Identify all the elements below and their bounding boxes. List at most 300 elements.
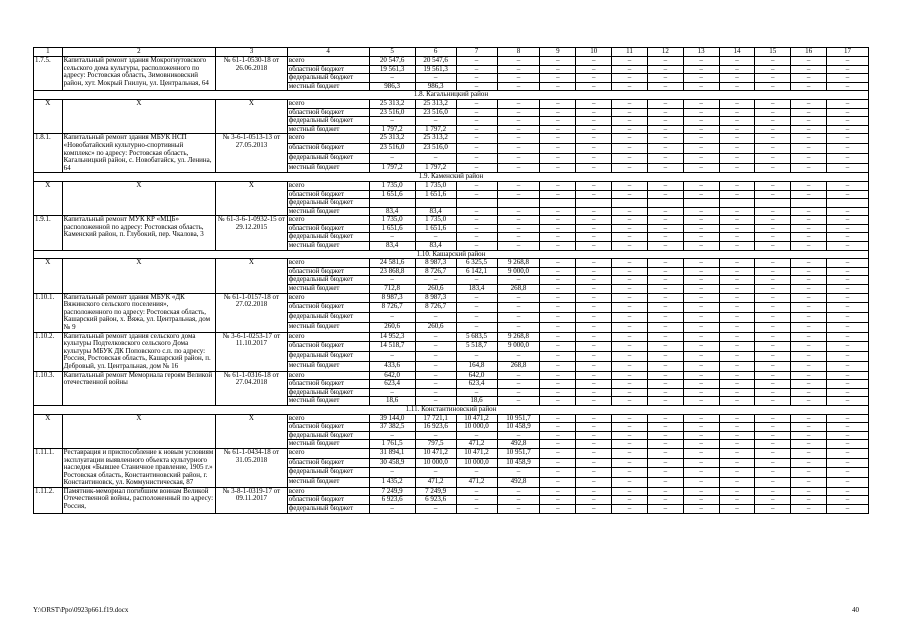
amount-cell: –: [826, 99, 868, 108]
amount-cell: –: [826, 144, 868, 154]
amount-cell: 712,8: [369, 285, 415, 294]
amount-cell: –: [497, 242, 540, 251]
amount-cell: –: [415, 380, 456, 389]
amount-cell: 10 951,7: [497, 414, 540, 423]
amount-cell: –: [612, 117, 648, 126]
funding-source: областной бюджет: [287, 423, 369, 432]
amount-cell: –: [497, 313, 540, 323]
amount-cell: –: [576, 487, 612, 496]
amount-cell: –: [719, 65, 755, 74]
amount-cell: –: [369, 431, 415, 440]
amount-cell: –: [791, 380, 827, 389]
amount-cell: –: [826, 134, 868, 144]
amount-cell: –: [826, 108, 868, 117]
amount-cell: –: [497, 431, 540, 440]
object-name: X: [62, 99, 215, 133]
amount-cell: –: [719, 190, 755, 199]
amount-cell: 986,3: [369, 82, 415, 91]
amount-cell: –: [497, 352, 540, 362]
amount-cell: –: [497, 99, 540, 108]
amount-cell: –: [540, 153, 576, 163]
amount-cell: –: [755, 285, 791, 294]
object-name: Реставрация и приспособление к новым условиям эксплуатации выявленного объекта культурного наследия «Бывшее Станичное правление, 1905 г.» Ростовская область, Константиновский район, г. Константиновск, ул. Коммунистическая, 87: [62, 448, 215, 487]
amount-cell: 8 726,7: [369, 303, 415, 313]
amount-cell: –: [791, 414, 827, 423]
amount-cell: 9 000,0: [497, 267, 540, 276]
amount-cell: –: [826, 487, 868, 496]
funding-source: областной бюджет: [287, 303, 369, 313]
document-number: № 61-3-6-1-0932-15 от 29.12.2015: [216, 216, 288, 250]
funding-source: областной бюджет: [287, 380, 369, 389]
amount-cell: 24 581,6: [369, 259, 415, 268]
funding-source: всего: [287, 134, 369, 144]
amount-cell: –: [576, 99, 612, 108]
amount-cell: –: [540, 207, 576, 216]
amount-cell: –: [497, 276, 540, 285]
amount-cell: 260,6: [415, 322, 456, 332]
amount-cell: 623,4: [369, 380, 415, 389]
item-code: X: [34, 414, 63, 448]
amount-cell: 1 651,6: [369, 224, 415, 233]
amount-cell: –: [456, 276, 497, 285]
funding-source: местный бюджет: [287, 478, 369, 488]
amount-cell: –: [456, 144, 497, 154]
amount-cell: 260,6: [369, 322, 415, 332]
amount-cell: –: [456, 190, 497, 199]
amount-cell: –: [791, 134, 827, 144]
amount-cell: –: [647, 431, 683, 440]
amount-cell: –: [683, 458, 719, 468]
amount-cell: –: [647, 57, 683, 66]
amount-cell: –: [755, 487, 791, 496]
amount-cell: –: [612, 397, 648, 406]
item-code: 1.7.5.: [34, 57, 63, 91]
amount-cell: –: [719, 117, 755, 126]
amount-cell: –: [415, 153, 456, 163]
amount-cell: –: [497, 233, 540, 242]
amount-cell: –: [647, 361, 683, 371]
amount-cell: –: [647, 224, 683, 233]
amount-cell: –: [456, 163, 497, 173]
amount-cell: –: [826, 125, 868, 134]
funding-source: местный бюджет: [287, 163, 369, 173]
amount-cell: –: [647, 423, 683, 432]
amount-cell: 6 142,1: [456, 267, 497, 276]
amount-cell: –: [719, 505, 755, 514]
amount-cell: –: [456, 117, 497, 126]
amount-cell: –: [576, 190, 612, 199]
district-total-row: [34, 414, 869, 423]
column-number-cell: 14: [719, 48, 755, 57]
amount-cell: –: [791, 233, 827, 242]
amount-cell: –: [683, 322, 719, 332]
amount-cell: –: [791, 259, 827, 268]
amount-cell: –: [540, 57, 576, 66]
amount-cell: –: [456, 82, 497, 91]
document-number: № 3-6-1-0253-17 от 11.10.2017: [216, 332, 288, 371]
amount-cell: –: [456, 65, 497, 74]
amount-cell: –: [647, 153, 683, 163]
object-name: Капитальный ремонт Мемориала героям Великой отечественной войны: [62, 371, 215, 405]
amount-cell: –: [755, 99, 791, 108]
amount-cell: –: [576, 144, 612, 154]
amount-cell: –: [576, 478, 612, 488]
amount-cell: –: [791, 99, 827, 108]
amount-cell: –: [755, 117, 791, 126]
amount-cell: –: [456, 153, 497, 163]
amount-cell: –: [576, 74, 612, 83]
amount-cell: –: [683, 276, 719, 285]
amount-cell: –: [456, 388, 497, 397]
object-name: X: [62, 181, 215, 215]
header-row: [34, 48, 869, 57]
amount-cell: –: [576, 216, 612, 225]
amount-cell: –: [826, 74, 868, 83]
amount-cell: 7 249,9: [415, 487, 456, 496]
amount-cell: –: [755, 153, 791, 163]
amount-cell: –: [683, 224, 719, 233]
amount-cell: –: [719, 380, 755, 389]
amount-cell: –: [826, 397, 868, 406]
amount-cell: –: [719, 496, 755, 505]
object-name: Капитальный ремонт здания МБУК «ДК Вяжинского сельского поселения», расположенного по адресу: Ростовская область, Кашарский район, х. Вяжа, ул. Центральная, дом № 9: [62, 293, 215, 332]
amount-cell: –: [497, 293, 540, 303]
amount-cell: –: [755, 414, 791, 423]
amount-cell: –: [612, 207, 648, 216]
amount-cell: –: [456, 313, 497, 323]
amount-cell: –: [791, 332, 827, 342]
funding-source: областной бюджет: [287, 496, 369, 505]
item-code: X: [34, 99, 63, 133]
amount-cell: 20 547,6: [415, 57, 456, 66]
amount-cell: –: [576, 322, 612, 332]
footer-file-path: Y:\ORST\Ppo\0923p661.f19.docx: [33, 606, 129, 614]
funding-source: областной бюджет: [287, 108, 369, 117]
amount-cell: –: [683, 440, 719, 449]
amount-cell: –: [369, 276, 415, 285]
amount-cell: –: [647, 293, 683, 303]
amount-cell: –: [647, 440, 683, 449]
object-name: Капитальный ремонт МУК КР «МЦБ» расположенной по адресу: Ростовская область, Каменский район, п. Глубокий, пер. Чкалова, 3: [62, 216, 215, 250]
amount-cell: –: [456, 224, 497, 233]
amount-cell: 268,8: [497, 285, 540, 294]
document-number: № 61-1-0434-18 от 31.05.2018: [216, 448, 288, 487]
amount-cell: 19 561,3: [369, 65, 415, 74]
amount-cell: –: [647, 117, 683, 126]
amount-cell: –: [826, 496, 868, 505]
amount-cell: –: [647, 487, 683, 496]
amount-cell: –: [415, 468, 456, 478]
amount-cell: 10 458,9: [497, 423, 540, 432]
amount-cell: –: [576, 163, 612, 173]
amount-cell: –: [612, 57, 648, 66]
amount-cell: –: [576, 423, 612, 432]
amount-cell: –: [719, 468, 755, 478]
amount-cell: –: [456, 108, 497, 117]
amount-cell: –: [415, 397, 456, 406]
amount-cell: –: [369, 388, 415, 397]
funding-source: федеральный бюджет: [287, 233, 369, 242]
amount-cell: –: [755, 380, 791, 389]
amount-cell: –: [719, 342, 755, 352]
section-title: 1.11. Константиновский район: [34, 405, 869, 414]
amount-cell: –: [497, 224, 540, 233]
amount-cell: –: [576, 468, 612, 478]
object-name: Капитальный ремонт здания сельского дома культуры Подтелковского сельского Дома культуры МБУК ДК Поповского с.п. по адресу: Россия, Ростовская область, Кашарский район, п. Дебровый, ул. Центральная, дом № 16: [62, 332, 215, 371]
amount-cell: –: [683, 99, 719, 108]
document-number: № 61-1-0157-18 от 27.02.2018: [216, 293, 288, 332]
amount-cell: –: [683, 448, 719, 458]
amount-cell: 5 518,7: [456, 342, 497, 352]
section-row: [34, 405, 869, 414]
document-number: № 3-6-1-0513-13 от 27.05.2013: [216, 134, 288, 173]
amount-cell: –: [791, 153, 827, 163]
amount-cell: –: [612, 216, 648, 225]
amount-cell: –: [540, 414, 576, 423]
amount-cell: 260,6: [415, 285, 456, 294]
amount-cell: –: [826, 313, 868, 323]
item-code: 1.11.2.: [34, 487, 63, 513]
amount-cell: –: [612, 276, 648, 285]
amount-cell: –: [369, 313, 415, 323]
amount-cell: 14 952,3: [369, 332, 415, 342]
amount-cell: –: [497, 57, 540, 66]
amount-cell: –: [540, 125, 576, 134]
amount-cell: –: [826, 303, 868, 313]
amount-cell: –: [647, 352, 683, 362]
amount-cell: –: [612, 242, 648, 251]
amount-cell: –: [497, 303, 540, 313]
amount-cell: –: [719, 134, 755, 144]
amount-cell: –: [369, 117, 415, 126]
column-number-cell: 10: [576, 48, 612, 57]
amount-cell: 1 797,2: [415, 163, 456, 173]
amount-cell: –: [647, 397, 683, 406]
amount-cell: –: [647, 259, 683, 268]
amount-cell: –: [826, 267, 868, 276]
amount-cell: –: [456, 242, 497, 251]
district-total-row: [34, 99, 869, 108]
amount-cell: –: [576, 65, 612, 74]
amount-cell: –: [755, 388, 791, 397]
amount-cell: –: [647, 163, 683, 173]
amount-cell: –: [683, 388, 719, 397]
amount-cell: –: [683, 233, 719, 242]
amount-cell: –: [456, 303, 497, 313]
amount-cell: –: [683, 108, 719, 117]
column-number-cell: 6: [415, 48, 456, 57]
funding-source: местный бюджет: [287, 397, 369, 406]
amount-cell: –: [540, 117, 576, 126]
amount-cell: –: [612, 293, 648, 303]
item-code: 1.10.2.: [34, 332, 63, 371]
amount-cell: –: [791, 242, 827, 251]
amount-cell: –: [456, 216, 497, 225]
amount-cell: –: [576, 267, 612, 276]
amount-cell: –: [612, 233, 648, 242]
object-row: [34, 57, 869, 66]
column-number-cell: 15: [755, 48, 791, 57]
amount-cell: –: [755, 233, 791, 242]
object-row: [34, 487, 869, 496]
amount-cell: 471,2: [415, 478, 456, 488]
amount-cell: –: [540, 303, 576, 313]
funding-source: федеральный бюджет: [287, 468, 369, 478]
amount-cell: 6 325,5: [456, 259, 497, 268]
amount-cell: 10 951,7: [497, 448, 540, 458]
amount-cell: –: [647, 322, 683, 332]
amount-cell: 8 987,3: [415, 293, 456, 303]
amount-cell: 39 144,0: [369, 414, 415, 423]
amount-cell: –: [576, 233, 612, 242]
amount-cell: –: [540, 224, 576, 233]
amount-cell: –: [826, 233, 868, 242]
amount-cell: –: [719, 207, 755, 216]
amount-cell: –: [540, 352, 576, 362]
amount-cell: –: [497, 108, 540, 117]
column-number-cell: 3: [216, 48, 288, 57]
amount-cell: –: [826, 468, 868, 478]
amount-cell: –: [369, 468, 415, 478]
amount-cell: –: [719, 57, 755, 66]
amount-cell: –: [755, 431, 791, 440]
amount-cell: –: [755, 423, 791, 432]
amount-cell: –: [791, 293, 827, 303]
amount-cell: –: [755, 267, 791, 276]
section-title: 1.8. Кагальницкий район: [34, 91, 869, 100]
amount-cell: –: [612, 414, 648, 423]
amount-cell: –: [719, 242, 755, 251]
amount-cell: –: [647, 144, 683, 154]
amount-cell: –: [540, 361, 576, 371]
funding-source: областной бюджет: [287, 144, 369, 154]
amount-cell: –: [791, 65, 827, 74]
amount-cell: –: [612, 448, 648, 458]
amount-cell: –: [683, 332, 719, 342]
amount-cell: –: [719, 285, 755, 294]
amount-cell: –: [612, 144, 648, 154]
amount-cell: –: [826, 242, 868, 251]
amount-cell: –: [755, 181, 791, 190]
amount-cell: –: [755, 74, 791, 83]
amount-cell: –: [540, 134, 576, 144]
amount-cell: –: [755, 125, 791, 134]
amount-cell: –: [647, 233, 683, 242]
amount-cell: –: [826, 285, 868, 294]
amount-cell: –: [576, 125, 612, 134]
amount-cell: 9 268,8: [497, 259, 540, 268]
amount-cell: –: [540, 259, 576, 268]
amount-cell: 1 435,2: [369, 478, 415, 488]
amount-cell: –: [683, 259, 719, 268]
amount-cell: –: [576, 82, 612, 91]
amount-cell: –: [826, 117, 868, 126]
amount-cell: –: [540, 108, 576, 117]
amount-cell: –: [826, 163, 868, 173]
funding-source: местный бюджет: [287, 125, 369, 134]
amount-cell: –: [647, 285, 683, 294]
amount-cell: –: [755, 352, 791, 362]
amount-cell: –: [755, 342, 791, 352]
district-total-row: [34, 259, 869, 268]
amount-cell: –: [791, 224, 827, 233]
document-number: № 61-1-0530-18 от 26.06.2018: [216, 57, 288, 91]
amount-cell: –: [826, 259, 868, 268]
funding-source: всего: [287, 216, 369, 225]
amount-cell: –: [755, 478, 791, 488]
amount-cell: –: [683, 153, 719, 163]
amount-cell: –: [683, 57, 719, 66]
object-row: [34, 293, 869, 303]
amount-cell: –: [576, 458, 612, 468]
amount-cell: –: [612, 267, 648, 276]
amount-cell: –: [369, 74, 415, 83]
amount-cell: –: [791, 144, 827, 154]
item-code: 1.8.1.: [34, 134, 63, 173]
amount-cell: –: [683, 207, 719, 216]
amount-cell: –: [791, 74, 827, 83]
amount-cell: –: [826, 190, 868, 199]
funding-source: областной бюджет: [287, 458, 369, 468]
amount-cell: –: [826, 57, 868, 66]
amount-cell: –: [719, 322, 755, 332]
item-code: X: [34, 259, 63, 293]
budget-table: [33, 47, 869, 514]
amount-cell: –: [826, 82, 868, 91]
amount-cell: –: [647, 371, 683, 380]
amount-cell: –: [576, 414, 612, 423]
amount-cell: –: [612, 431, 648, 440]
amount-cell: –: [791, 163, 827, 173]
amount-cell: –: [719, 431, 755, 440]
column-number-cell: 4: [287, 48, 369, 57]
amount-cell: –: [576, 153, 612, 163]
amount-cell: –: [612, 371, 648, 380]
amount-cell: –: [719, 458, 755, 468]
amount-cell: 16 923,6: [415, 423, 456, 432]
amount-cell: 433,6: [369, 361, 415, 371]
amount-cell: –: [612, 153, 648, 163]
object-name: X: [62, 414, 215, 448]
amount-cell: –: [540, 448, 576, 458]
amount-cell: –: [647, 108, 683, 117]
amount-cell: –: [497, 380, 540, 389]
amount-cell: –: [415, 505, 456, 514]
amount-cell: –: [576, 293, 612, 303]
amount-cell: –: [683, 267, 719, 276]
amount-cell: –: [647, 190, 683, 199]
amount-cell: 6 923,6: [369, 496, 415, 505]
amount-cell: –: [540, 440, 576, 449]
amount-cell: –: [791, 285, 827, 294]
amount-cell: –: [576, 224, 612, 233]
amount-cell: –: [719, 74, 755, 83]
amount-cell: –: [369, 233, 415, 242]
amount-cell: –: [497, 82, 540, 91]
funding-source: областной бюджет: [287, 267, 369, 276]
amount-cell: –: [415, 342, 456, 352]
amount-cell: –: [540, 293, 576, 303]
amount-cell: –: [755, 313, 791, 323]
object-row: [34, 134, 869, 144]
amount-cell: 642,0: [369, 371, 415, 380]
amount-cell: –: [497, 65, 540, 74]
amount-cell: –: [540, 496, 576, 505]
amount-cell: –: [647, 181, 683, 190]
amount-cell: –: [576, 342, 612, 352]
amount-cell: –: [683, 65, 719, 74]
amount-cell: –: [540, 163, 576, 173]
